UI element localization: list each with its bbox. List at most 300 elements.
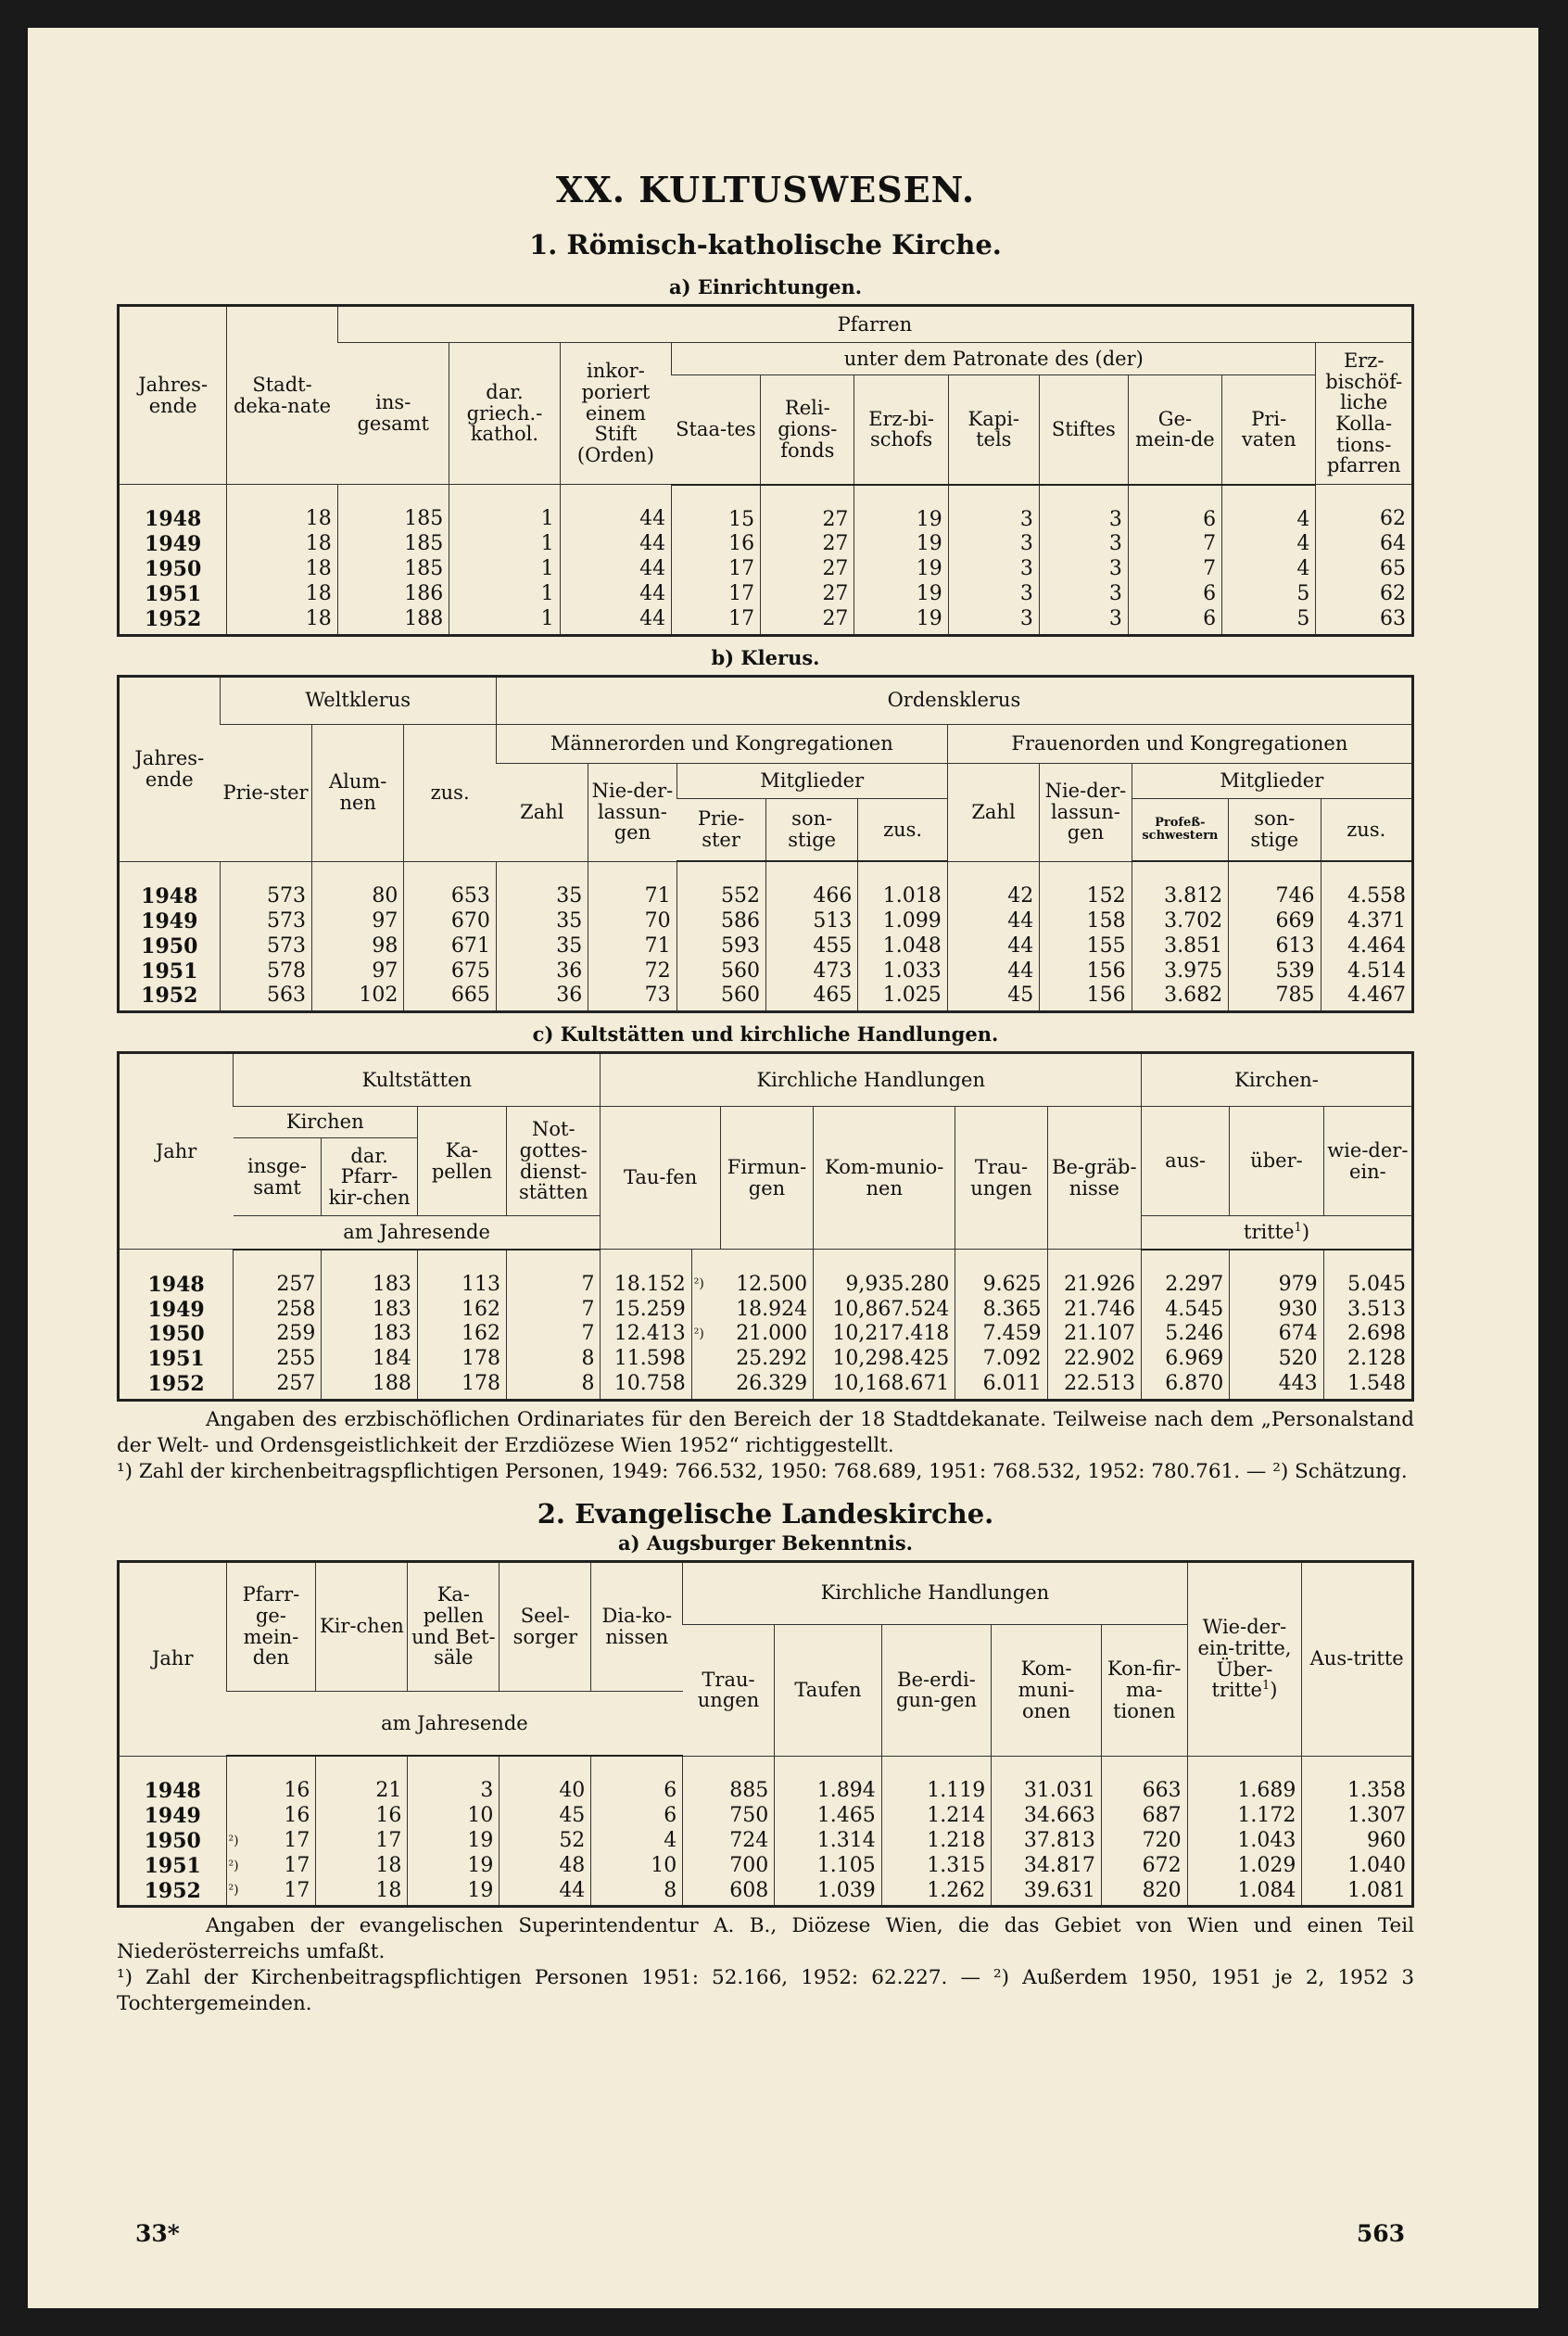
note-2a1: Angaben der evangelischen Superintendentur A. B., Diözese Wien, die das Gebiet von Wien und einen Teil Niederösterreichs umfaßt. [117,1914,1414,1964]
table-cell: 7 [1128,532,1221,557]
table-row [119,1322,1413,1347]
table-cell: 64 [1316,532,1413,557]
header-year: Jahr [119,1561,227,1756]
table-cell: 35 [496,934,588,959]
table-einrichtungen [117,304,1414,637]
header-handlungen: Kirchliche Handlungen [683,1561,1187,1624]
table-cell: 5 [1222,607,1316,635]
table-cell: 466 [765,861,857,909]
table-cell: 36 [496,959,588,984]
table-cell: 27 [761,557,854,582]
header-tritte: tritte$^1$) [1142,1216,1413,1250]
table-cell: 257 [234,1250,322,1298]
row-year: 1950 [144,1828,201,1853]
table-cell: 7 [507,1298,601,1323]
table-cell: 785 [1229,984,1321,1011]
table-cell: 1 [449,582,560,607]
table-row [119,1854,1413,1879]
row-year: 1949 [144,1804,201,1829]
section2-heading: 2. Evangelische Landeskirche. [537,1497,994,1530]
header-ueber: über- [1230,1107,1323,1216]
table-cell: 2.297 [1142,1250,1230,1298]
chapter-title: XX. KULTUSWESEN. [555,169,976,210]
table-cell: 162 [417,1322,506,1347]
row-year: 1949 [145,532,202,557]
table-cell: 593 [677,934,765,959]
header-insgesamt: ins-gesamt [337,343,449,485]
table-cell: 4.467 [1321,984,1412,1011]
header-staates: Staa-tes [672,375,761,485]
table-cell: 1.039 [775,1879,881,1907]
content [117,139,1414,2017]
row-year: 1951 [147,1347,205,1372]
header-wiedereintritte-text: Wie-der-ein-tritte, Über-tritte [1197,1616,1292,1702]
table-cell: 183 [322,1298,417,1323]
table-cell: 1.105 [775,1854,881,1879]
table-cell: 62 [1316,485,1413,533]
table-cell: 3 [408,1756,499,1804]
table-cell: 1.315 [881,1854,992,1879]
header-year: Jahres-ende [119,676,221,861]
table-cell: 97 [311,959,403,984]
header-kommunionen: Kom-munio-nen [814,1107,955,1250]
row-year: 1951 [144,1853,201,1878]
section1-heading: 1. Römisch-katholische Kirche. [529,229,1002,260]
table-cell: 700 [683,1854,775,1879]
table-row [119,1347,1413,1372]
row-year: 1950 [141,933,198,959]
table-cell: 820 [1101,1879,1187,1907]
table-cell: 258 [234,1298,322,1323]
table-cell: 18.152 [601,1250,691,1298]
header-professschwestern: Profeß-schwestern [1132,798,1228,861]
header-alumnen: Alum-nen [311,724,403,861]
table-cell: 724 [683,1829,775,1854]
table-cell: 1.081 [1302,1879,1413,1907]
table-2a-caption: a) Augsburger Bekenntnis. [618,1530,913,1555]
table-cell: 37.813 [992,1829,1102,1854]
table-cell: 2.698 [1323,1322,1412,1347]
table-cell: 1.314 [775,1829,881,1854]
table-cell: 1.018 [858,861,947,909]
page-number: 563 [1356,2220,1405,2247]
table-cell: 17 [284,1878,310,1902]
table-cell: 1.358 [1302,1756,1413,1804]
table-cell: 113 [417,1250,506,1298]
table-cell: 2.128 [1323,1347,1412,1372]
table-cell: 183 [322,1322,417,1347]
table-cell: 3.702 [1132,909,1228,934]
table-cell: 27 [761,485,854,533]
table-cell: 10,298.425 [814,1347,955,1372]
table-cell: 62 [1316,582,1413,607]
table-cell: 8 [507,1347,601,1372]
header-firmungen: Firmun-gen [720,1107,813,1250]
table-cell: 19 [854,582,948,607]
table-cell: 178 [417,1347,506,1372]
header-taufen: Tau-fen [601,1107,720,1250]
table-cell: 255 [234,1347,322,1372]
table-cell: 3 [948,582,1039,607]
table-cell: 3.812 [1132,861,1228,909]
table-cell: 27 [761,532,854,557]
table-cell: 26.329 [736,1372,808,1396]
table-cell: 19 [854,557,948,582]
table-cell: 188 [322,1372,417,1400]
header-kultstaetten: Kultstätten [234,1053,601,1107]
table-cell: 663 [1101,1756,1187,1804]
table-cell: 10,217.418 [814,1322,955,1347]
table-cell: 9.625 [955,1250,1047,1298]
table-cell: 21 [316,1756,408,1804]
table-cell: 473 [765,959,857,984]
table-cell: 1.689 [1187,1756,1302,1804]
table-cell: 4.545 [1142,1298,1230,1323]
table-cell: 960 [1302,1829,1413,1854]
table-cell: 10,867.524 [814,1298,955,1323]
footer-signature: 33* [135,2220,180,2247]
header-notgottesdienst: Not-gottes-dienst-stätten [507,1107,601,1216]
table-row [119,1756,1413,1804]
row-year: 1949 [141,908,198,933]
table-cell: 22.902 [1047,1347,1141,1372]
table-cell: 152 [1040,861,1132,909]
table-cell: 665 [404,984,496,1011]
table-cell: 257 [234,1372,322,1400]
table-cell: 674 [1230,1322,1323,1347]
note-c2: ¹) Zahl der kirchenbeitragspflichtigen Personen, 1949: 766.532, 1950: 768.689, 1951: 768.532, 1952: 780.761. — ²) Schätzung. [117,1459,1408,1483]
page [28,28,1538,2308]
header-year: Jahr [119,1053,234,1250]
table-cell: 1 [449,485,560,533]
table-cell: 18 [227,557,337,582]
table-cell: 3 [1039,582,1128,607]
table-cell: 178 [417,1372,506,1400]
table-cell: 31.031 [992,1756,1102,1804]
table-cell: 552 [677,861,765,909]
table-cell: 573 [220,934,311,959]
table-cell: 6.011 [955,1372,1047,1400]
table-cell: 1.040 [1302,1854,1413,1879]
table-cell: 259 [234,1322,322,1347]
header-mitglieder: Mitglieder [677,763,947,798]
header-pfarren: Pfarren [337,306,1412,343]
table-c-caption: c) Kultstätten und kirchliche Handlungen. [532,1022,999,1047]
table-cell: 4.371 [1321,909,1412,934]
row-year: 1949 [147,1297,205,1322]
header-taufen: Taufen [775,1624,881,1756]
table-cell: 455 [765,934,857,959]
table-cell: 560 [677,984,765,1011]
table-cell: 573 [220,909,311,934]
table-augsburger [117,1560,1414,1909]
table-row [119,557,1413,582]
table-cell: 3.851 [1132,934,1228,959]
table-cell: 35 [496,861,588,909]
row-year: 1952 [147,1372,205,1397]
row-year: 1951 [141,959,198,984]
table-cell: 513 [765,909,857,934]
header-kirchen-top: Kirchen- [1142,1053,1413,1107]
table-cell: 670 [404,909,496,934]
table-cell: 18 [316,1854,408,1879]
table-cell: 613 [1229,934,1321,959]
row-year: 1952 [141,984,198,1009]
header-trauungen: Trau-ungen [683,1624,775,1756]
header-kirchen: Kir-chen [316,1561,408,1691]
table-cell: 185 [337,557,449,582]
table-cell: 608 [683,1879,775,1907]
table-cell: 27 [761,607,854,635]
table-cell: 158 [1040,909,1132,934]
table-cell: 15.259 [601,1298,691,1323]
header-zahl-f: Zahl [947,763,1039,861]
table-cell: 44 [560,582,672,607]
footnote-mark: ²) [226,1854,259,1879]
table-cell: 7 [1128,557,1221,582]
header-niederlassungen: Nie-der-lassun-gen [588,763,677,861]
table-cell: 653 [404,861,496,909]
header-kollationspfarren: Erz-bischöf-liche Kolla-tions-pfarren [1316,343,1413,485]
table-cell: 18.924 [736,1297,808,1321]
row-year: 1950 [147,1322,205,1347]
table-cell: 71 [588,861,677,909]
table-cell: 8 [507,1372,601,1400]
table-cell: 45 [947,984,1039,1011]
table-cell: 11.598 [601,1347,691,1372]
table-cell: 1 [449,557,560,582]
table-cell: 10 [408,1804,499,1829]
header-griech: dar. griech.-kathol. [449,343,560,485]
row-year: 1951 [145,581,202,606]
table-cell: 4.558 [1321,861,1412,909]
table-row [119,1250,1413,1298]
header-erzbischofs: Erz-bi-schofs [854,375,948,485]
table-cell: 188 [337,607,449,635]
table-cell: 6 [1128,607,1221,635]
table-cell: 1 [449,607,560,635]
table-cell: 1.172 [1187,1804,1302,1829]
table-cell: 1.214 [881,1804,992,1829]
table-cell: 443 [1230,1372,1323,1400]
row-year: 1952 [144,1878,201,1903]
footnote-mark: ²) [226,1879,259,1907]
table-cell: 3.975 [1132,959,1228,984]
table-b-caption: b) Klerus. [711,645,820,669]
table-cell: 5.246 [1142,1322,1230,1347]
table-cell: 156 [1040,984,1132,1011]
table-cell: 44 [560,532,672,557]
footnote-mark [691,1298,720,1323]
table-cell: 17 [284,1853,310,1877]
table-row [119,1879,1413,1907]
row-year: 1952 [145,606,202,631]
table-cell: 3 [1039,532,1128,557]
table-cell: 1.099 [858,909,947,934]
table-cell: 21.000 [736,1322,808,1346]
table-cell: 6.969 [1142,1347,1230,1372]
header-kirchen: Kirchen [234,1107,418,1138]
header-tritte-text: tritte [1244,1221,1295,1244]
table-cell: 19 [854,607,948,635]
table-cell: 98 [311,934,403,959]
header-kapitels: Kapi-tels [948,375,1039,485]
header-seelsorger: Seel-sorger [499,1561,591,1691]
table-cell: 19 [854,485,948,533]
table-cell: 3 [948,607,1039,635]
header-sonstige-f: son-stige [1229,798,1321,861]
table-cell: 1.048 [858,934,947,959]
table-cell: 9,935.280 [814,1250,955,1298]
table-cell: 63 [1316,607,1413,635]
table-cell: 70 [588,909,677,934]
table-cell: 44 [947,909,1039,934]
table-cell: 18 [227,485,337,533]
table-cell: 5.045 [1323,1250,1412,1298]
table-cell: 7 [507,1250,601,1298]
header-kapellen: Ka-pellen und Bet-säle [408,1561,499,1691]
table-cell: 18 [227,607,337,635]
table-cell: 675 [404,959,496,984]
table-cell: 6.870 [1142,1372,1230,1400]
header-zus-m: zus. [858,798,947,861]
header-privaten: Pri-vaten [1222,375,1316,485]
table-cell: 155 [1040,934,1132,959]
table-cell: 520 [1230,1347,1323,1372]
table-cell: 44 [499,1879,591,1907]
table-cell: 7.459 [955,1322,1047,1347]
table-cell: 22.513 [1047,1372,1141,1400]
table-cell: 4 [1222,485,1316,533]
table-cell: 885 [683,1756,775,1804]
table-cell: 71 [588,934,677,959]
table-cell: 21.746 [1047,1298,1141,1323]
table-cell: 36 [496,984,588,1011]
header-wieder: wie-der-ein- [1323,1107,1412,1216]
table-cell: 3.682 [1132,984,1228,1011]
table-cell: 6 [1128,582,1221,607]
table-cell: 16 [284,1779,310,1803]
table-cell: 185 [337,485,449,533]
table-cell: 35 [496,909,588,934]
table-cell: 3 [948,557,1039,582]
row-year: 1948 [145,507,202,532]
header-weltklerus: Weltklerus [220,676,496,724]
table-row [119,959,1413,984]
table-cell: 183 [322,1250,417,1298]
table-cell: 672 [1101,1854,1187,1879]
header-trauungen: Trau-ungen [955,1107,1047,1250]
table-cell: 669 [1229,909,1321,934]
table-cell: 12.500 [736,1272,808,1296]
table-cell: 3.513 [1323,1298,1412,1323]
table-cell: 1.025 [858,984,947,1011]
footnote-mark: ²) [691,1322,720,1347]
table-cell: 44 [560,557,672,582]
header-beerdigungen: Be-erdi-gun-gen [881,1624,992,1756]
table-cell: 19 [408,1829,499,1854]
table-cell: 539 [1229,959,1321,984]
table-row [119,1804,1413,1829]
table-cell: 3 [1039,607,1128,635]
header-sonstige-m: son-stige [765,798,857,861]
table-cell: 44 [947,959,1039,984]
header-kapellen: Ka-pellen [417,1107,506,1216]
table-cell: 4 [1222,532,1316,557]
table-cell: 1.033 [858,959,947,984]
table-cell: 18 [227,532,337,557]
footnote-mark [691,1347,720,1372]
table-row [119,984,1413,1011]
table-cell: 1.262 [881,1879,992,1907]
header-priester-m: Prie-ster [677,798,765,861]
table-cell: 8 [591,1879,683,1907]
table-cell: 186 [337,582,449,607]
table-cell: 19 [854,532,948,557]
header-inkorporiert: inkor-poriert einem Stift (Orden) [560,343,672,485]
footnote-mark: ²) [691,1250,720,1298]
table-cell: 17 [284,1828,310,1852]
table-cell: 1.548 [1323,1372,1412,1400]
table-cell: 52 [499,1829,591,1854]
table-row [119,934,1413,959]
table-cell: 687 [1101,1804,1187,1829]
table-cell: 73 [588,984,677,1011]
table-cell: 7.092 [955,1347,1047,1372]
header-religionsfonds: Reli-gions-fonds [761,375,854,485]
table-cell: 578 [220,959,311,984]
header-zus-f: zus. [1321,798,1412,861]
header-am-jahresende: am Jahresende [226,1691,683,1756]
table-row [119,532,1413,557]
table-cell: 34.663 [992,1804,1102,1829]
table-cell: 40 [499,1756,591,1804]
table-cell: 72 [588,959,677,984]
table-cell: 102 [311,984,403,1011]
table-cell: 1.043 [1187,1829,1302,1854]
table-row [119,582,1413,607]
table-cell: 4 [591,1829,683,1854]
table-cell: 671 [404,934,496,959]
table-cell: 45 [499,1804,591,1829]
table-cell: 19 [408,1854,499,1879]
table-cell: 42 [947,861,1039,909]
table-cell: 18 [316,1879,408,1907]
table-cell: 17 [672,557,761,582]
row-year: 1948 [147,1272,205,1297]
table-kultstaetten [117,1051,1414,1402]
table-cell: 185 [337,532,449,557]
header-mitglieder-f: Mitglieder [1132,763,1412,798]
table-cell: 27 [761,582,854,607]
header-insgesamt: insge-samt [234,1138,322,1216]
table-cell: 10,168.671 [814,1372,955,1400]
header-patronat: unter dem Patronate des (der) [672,343,1316,375]
table-cell: 10 [591,1854,683,1879]
header-begraebnisse: Be-gräb-nisse [1047,1107,1141,1250]
table-cell: 17 [672,607,761,635]
table-cell: 156 [1040,959,1132,984]
table-cell: 4.514 [1321,959,1412,984]
table-cell: 6 [591,1756,683,1804]
table-cell: 720 [1101,1829,1187,1854]
header-zus: zus. [404,724,496,861]
header-frauenorden: Frauenorden und Kongregationen [947,724,1412,763]
footnote-mark [226,1804,259,1829]
table-row [119,485,1413,533]
table-cell: 10.758 [601,1372,691,1400]
header-maennerorden: Männerorden und Kongregationen [496,724,947,763]
